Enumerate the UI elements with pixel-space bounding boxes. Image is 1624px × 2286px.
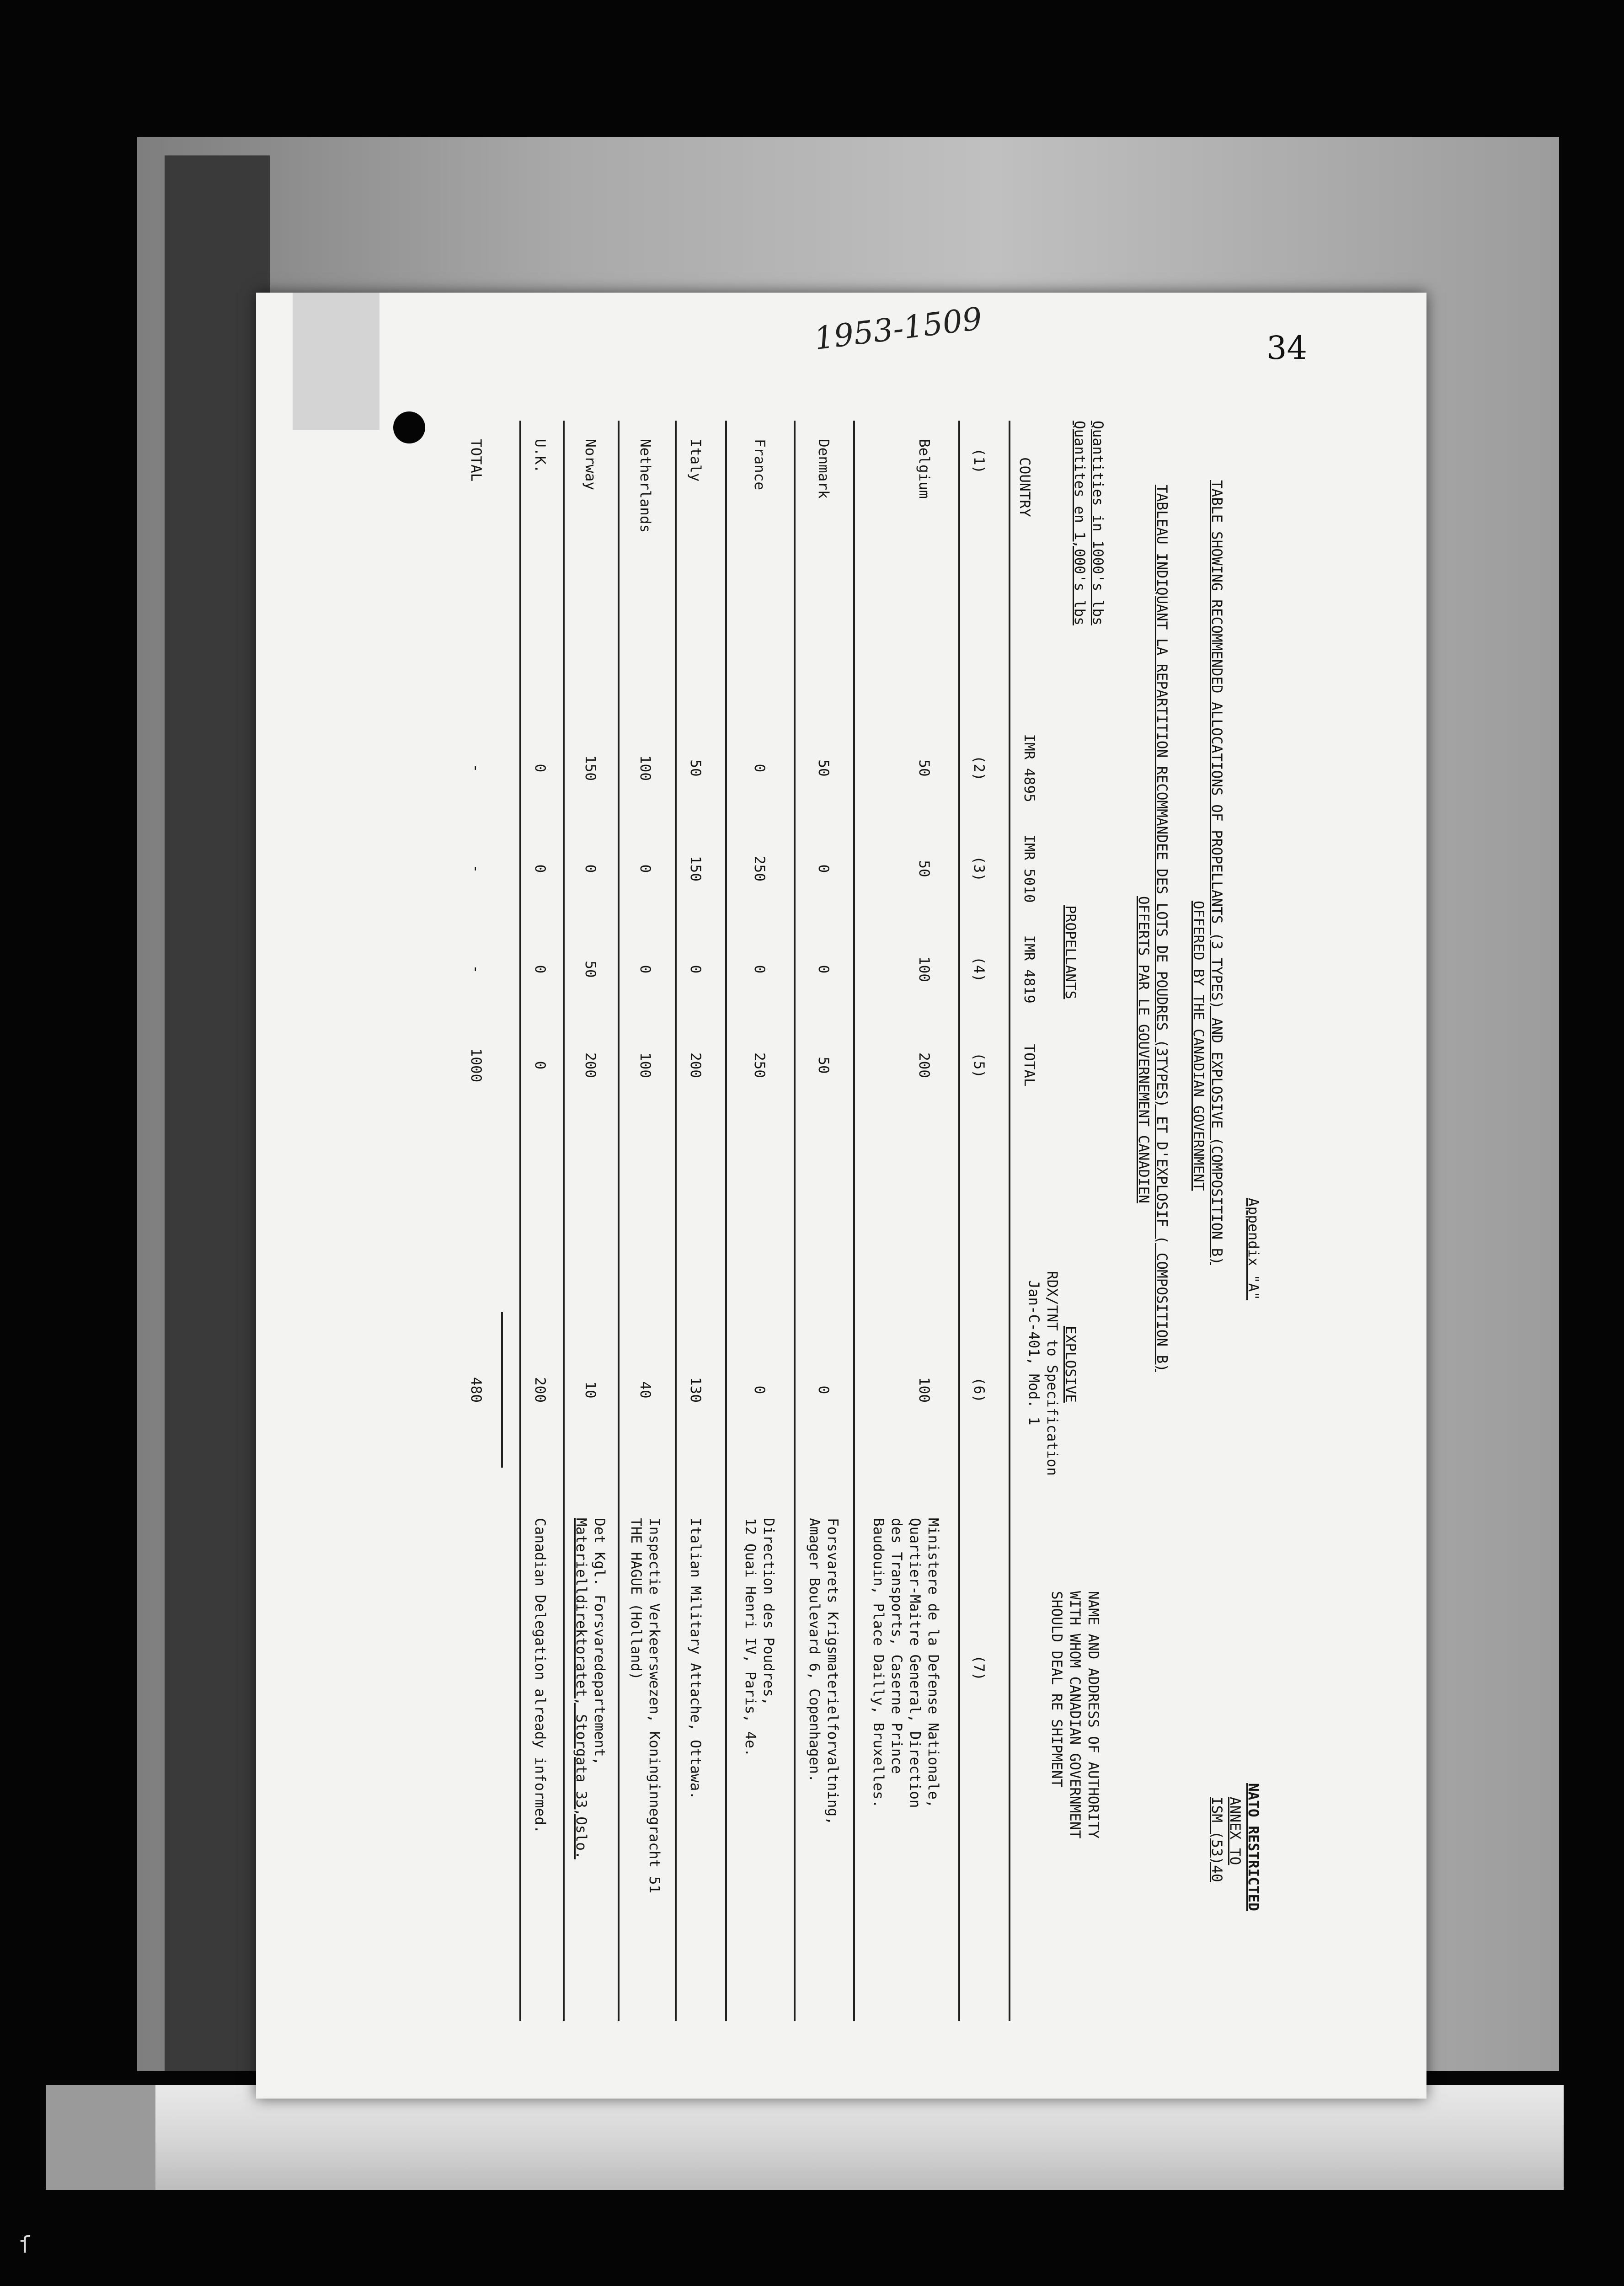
row-country: Denmark [815,439,832,499]
row-country: U.K. [532,439,548,473]
row-country: Netherlands [637,439,653,533]
col-number-4: (4) [971,956,987,982]
row-authority-line: THE HAGUE (Holland) [628,1518,644,1680]
col-number-5: (5) [971,1052,987,1078]
row-imr4819: 0 [637,965,653,974]
row-authority-line: Det Kgl. Forsvaredepartement, [591,1518,608,1766]
paper-tab [293,293,379,430]
row-imr5010: 0 [637,864,653,873]
row-imr4895: 50 [815,759,832,777]
units-english: Quantities in 1000's lbs [1090,421,1106,625]
row-rule [794,421,796,2021]
row-total: 0 [532,1061,548,1070]
annex-label: ANNEX TO [1227,1797,1243,1865]
row-explosive: 100 [916,1377,932,1403]
authority-header-line1: NAME AND ADDRESS OF AUTHORITY [1085,1591,1101,1839]
handwritten-reference: 1953-1509 [812,300,984,358]
row-explosive: 200 [532,1377,548,1403]
row-imr4819: 0 [532,965,548,974]
row-total: 200 [916,1052,932,1078]
row-authority-line: Italian Military Attache, Ottawa. [687,1518,704,1800]
total-total: 1000 [468,1048,484,1083]
row-imr5010: 0 [582,864,598,873]
row-authority-line: Canadian Delegation already informed. [532,1518,548,1834]
total-explosive: 480 [468,1377,484,1403]
holding-strip-shade [46,2085,155,2190]
row-authority-line: Inspectie Verkeerswezen, Koninginnegracht 51 [646,1518,662,1894]
row-imr4819: 0 [815,965,832,974]
row-imr5010: 150 [687,856,704,881]
rotated-document [389,421,1280,2021]
row-imr4895: 100 [637,755,653,781]
row-rule [675,421,677,2021]
col-number-6: (6) [971,1377,987,1403]
row-imr5010: 250 [751,856,768,881]
title-english-line1: TABLE SHOWING RECOMMENDED ALLOCATIONS OF PROPELLANTS (3 TYPES) AND EXPLOSIVE (COMPOSITION B) [1208,480,1225,1266]
row-authority-line: Amager Boulevard 6, Copenhagen. [806,1518,823,1783]
row-country: Italy [687,439,704,482]
row-explosive: 0 [815,1385,832,1394]
col-number-1: (1) [971,448,987,474]
row-authority-line: Direction des Poudres, [760,1518,777,1706]
row-imr4895: 150 [582,755,598,781]
row-explosive: 0 [751,1385,768,1394]
row-imr4819: 0 [751,965,768,974]
authority-header-line3: SHOULD DEAL RE SHIPMENT [1048,1591,1065,1788]
row-rule [563,421,565,2021]
row-imr4895: 50 [916,759,932,777]
row-explosive: 10 [582,1381,598,1399]
units-french: Quantites en 1,000's lbs [1071,421,1088,625]
total-imr5010: - [468,864,484,873]
row-imr4895: 0 [751,764,768,773]
row-total: 100 [637,1052,653,1078]
title-french-line2: OFFERTS PAR LE GOUVERNEMENT CANADIEN [1135,896,1152,1203]
row-rule [618,421,620,2021]
row-total: 200 [582,1052,598,1078]
row-imr4895: 50 [687,759,704,777]
row-rule [725,421,727,2021]
row-country: France [751,439,768,490]
explosive-spec-line2: Jan-C-401, Mod. 1 [1026,1280,1042,1426]
row-authority-line: Ministere de la Defense Nationale, [925,1518,941,1808]
imr4819-header: IMR 4819 [1021,935,1037,1004]
row-explosive: 130 [687,1377,704,1403]
row-authority-line: Quartier-Maitre General, Direction [907,1518,923,1808]
row-rule [853,421,855,2021]
explosive-spec-line1: RDX/TNT to Specification [1044,1271,1060,1476]
row-total: 200 [687,1052,704,1078]
row-explosive: 40 [637,1381,653,1399]
col-number-2: (2) [971,755,987,781]
row-imr5010: 0 [815,864,832,873]
col-number-7: (7) [971,1655,987,1681]
header-rule [1009,421,1010,2021]
row-imr4819: 50 [582,961,598,978]
numbers-rule [958,421,960,2021]
total-row-label: TOTAL [468,439,484,482]
row-country: Norway [582,439,598,490]
propellants-group-header: PROPELLANTS [1062,905,1079,999]
title-english-line2: OFFERED BY THE CANADIAN GOVERNMENT [1190,901,1207,1191]
row-authority-line: 12 Quai Henri IV, Paris, 4e. [742,1518,759,1757]
title-french-line1: TABLEAU INDIQUANT LA REPARTITION RECOMMANDEE DES LOTS DE POUDRES (3TYPES) ET D'EXPLOSIF ( COMPOSITION B) [1154,485,1170,1373]
row-imr4895: 0 [532,764,548,773]
row-authority-line: Forsvarets Krigsmaterielforvaltning, [824,1518,841,1825]
reference-label: ISM (53)40 [1208,1797,1225,1882]
row-total: 250 [751,1052,768,1078]
total-rule [501,1312,503,1468]
total-imr4895: - [468,764,484,773]
row-country: Belgium [916,439,932,499]
corner-mark: ſ [18,2232,32,2258]
imr4895-header: IMR 4895 [1021,734,1037,802]
total-header: TOTAL [1021,1044,1037,1087]
page-number: 34 [1266,329,1308,367]
row-imr4819: 100 [916,956,932,982]
country-header: COUNTRY [1016,457,1033,517]
total-imr4819: - [468,965,484,974]
row-authority-line: Baudouin, Place Dailly, Bruxelles. [870,1518,887,1808]
plate-shadow [165,155,270,2071]
holding-strip [46,2085,1564,2190]
explosive-group-header: EXPLOSIVE [1062,1326,1079,1403]
row-authority-line: des Transports, Caserne Prince [888,1518,905,1774]
row-imr5010: 0 [532,864,548,873]
row-imr5010: 50 [916,860,932,877]
appendix-label: Appendix "A" [1245,1198,1261,1300]
col-number-3: (3) [971,856,987,881]
row-imr4819: 0 [687,965,704,974]
row-total: 50 [815,1057,832,1074]
row-rule [519,421,521,2021]
row-authority-line: Materielldirektoratet, Storgata 33,Oslo. [573,1518,589,1859]
authority-header-line2: WITH WHOM CANADIAN GOVERNMENT [1067,1591,1083,1839]
classification-label: NATO RESTRICTED [1245,1783,1261,1911]
imr5010-header: IMR 5010 [1021,834,1037,903]
